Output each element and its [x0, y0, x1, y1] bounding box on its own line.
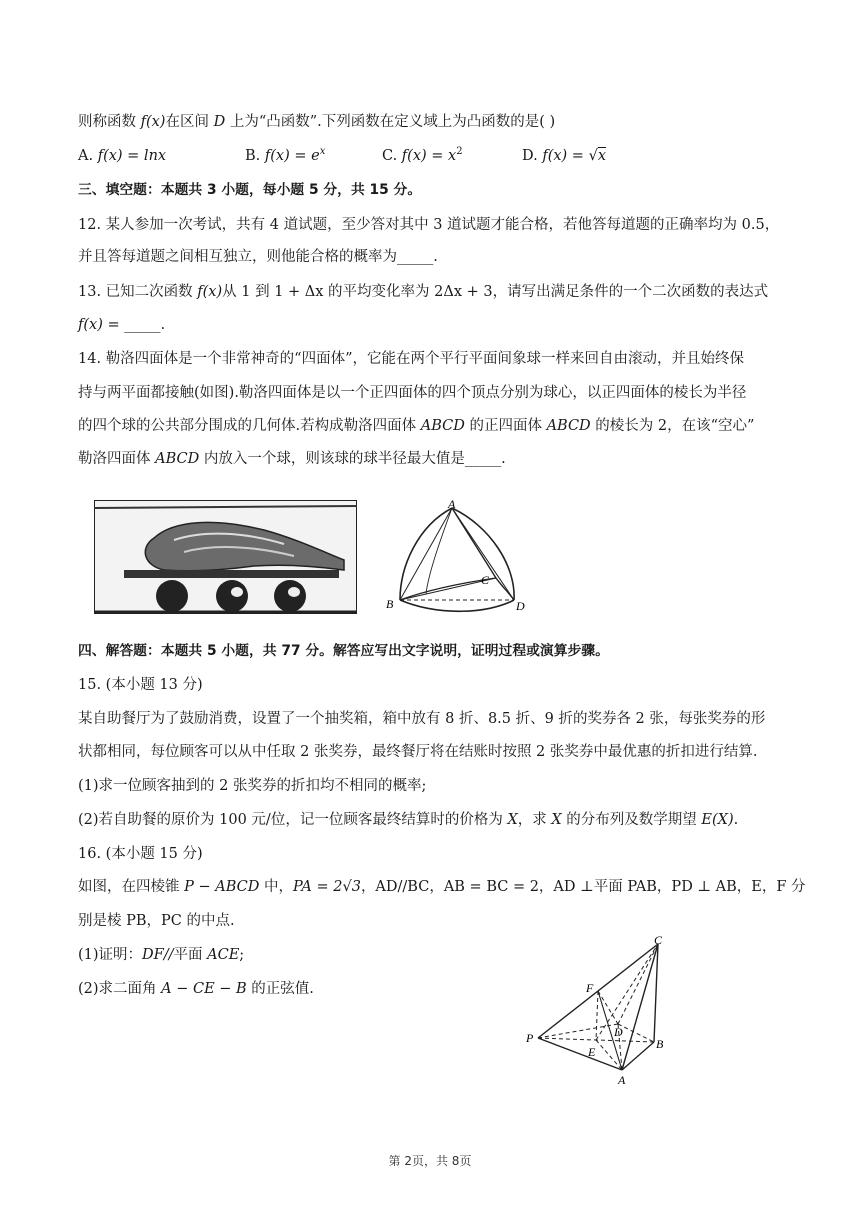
label-c: C [481, 573, 490, 587]
q16-header: 16. (本小题 15 分) [78, 846, 203, 862]
q11-stem: 则称函数 f(x)在区间 D 上为“凸函数”.下列函数在定义域上为凸函数的是( ) [78, 114, 556, 130]
q11-options [78, 146, 778, 166]
q15-header: 15. (本小题 13 分) [78, 677, 203, 693]
q14-line2: 持与两平面都接触(如图).勒洛四面体是以一个正四面体的四个顶点分别为球心，以正四面体的棱长为半径 [78, 385, 747, 401]
q12-line1: 12. 某人参加一次考试，共有 4 道试题，至少答对其中 3 道试题才能合格，若他答每道题的正确率均为 0.5， [78, 217, 780, 233]
option-b: B. $f(x) = e^x$ [245, 146, 326, 164]
reuleaux-tetrahedron-figure [378, 496, 538, 622]
q13-line1: 13. 已知二次函数 f(x)从 1 到 1 + Δx 的平均变化率为 2Δx + 3，请写出满足条件的一个二次函数的表达式 [78, 284, 769, 300]
label-d: D [614, 1025, 623, 1039]
option-a: A. f(x) = lnx [78, 148, 167, 164]
q16-part1: (1)证明：DF//平面 ACE; [78, 947, 245, 963]
q14-line4: 勒洛四面体 ABCD 内放入一个球，则该球的球半径最大值是_____. [78, 451, 506, 467]
label-e: E [588, 1045, 596, 1059]
q15-part2: (2)若自助餐的原价为 100 元/位，记一位顾客最终结算时的价格为 X，求 X 的分布列及数学期望 E(X). [78, 812, 739, 828]
q15-line1: 某自助餐厅为了鼓励消费，设置了一个抽奖箱，箱中放有 8 折、8.5 折、9 折的奖券各 2 张，每张奖券的形 [78, 711, 766, 727]
option-d: D. f(x) = √x [522, 148, 606, 164]
pyramid-figure [520, 926, 685, 1095]
q15-line2: 状都相同，每位顾客可以从中任取 2 张奖券，最终餐厅将在结账时按照 2 张奖券中最优惠的折扣进行结算. [78, 744, 758, 760]
q14-line1: 14. 勒洛四面体是一个非常神奇的“四面体”，它能在两个平行平面间象球一样来回自由滚动，并且始终保 [78, 351, 744, 367]
section4-heading: 四、解答题：本题共 5 小题，共 77 分。解答应写出文字说明，证明过程或演算步骤。 [78, 643, 609, 659]
label-f: F [586, 981, 594, 995]
label-p: P [526, 1031, 534, 1045]
q12-line2: 并且答每道题之间相互独立，则他能合格的概率为_____. [78, 249, 438, 265]
q16-part2: (2)求二面角 A − CE − B 的正弦值. [78, 981, 314, 997]
q16-line2: 别是棱 PB，PC 的中点. [78, 913, 235, 929]
q16-line1: 如图，在四棱锥 P − ABCD 中，PA = 2√3，AD//BC，AB = BC = 2，AD ⊥平面 PAB，PD ⊥ AB，E，F 分 [78, 879, 806, 895]
q14-line3: 的四个球的公共部分围成的几何体.若构成勒洛四面体 ABCD 的正四面体 ABCD 的棱长为 2，在该“空心” [78, 418, 755, 434]
reuleaux-rolling-photo [94, 500, 357, 614]
page-footer: 第 2页，共 8页 [388, 1154, 472, 1168]
section3-heading: 三、填空题：本题共 3 小题，每小题 5 分，共 15 分。 [78, 182, 422, 198]
q13-line2: f(x) = _____. [78, 317, 166, 333]
option-c: C. $f(x) = x^2$ [382, 146, 463, 164]
label-b: B [656, 1037, 664, 1051]
q15-part1: (1)求一位顾客抽到的 2 张奖券的折扣均不相同的概率; [78, 778, 427, 794]
label-b: B [386, 597, 394, 611]
label-c: C [654, 933, 663, 947]
label-a: A [448, 497, 456, 511]
label-d: D [516, 599, 525, 613]
label-a: A [618, 1073, 626, 1087]
